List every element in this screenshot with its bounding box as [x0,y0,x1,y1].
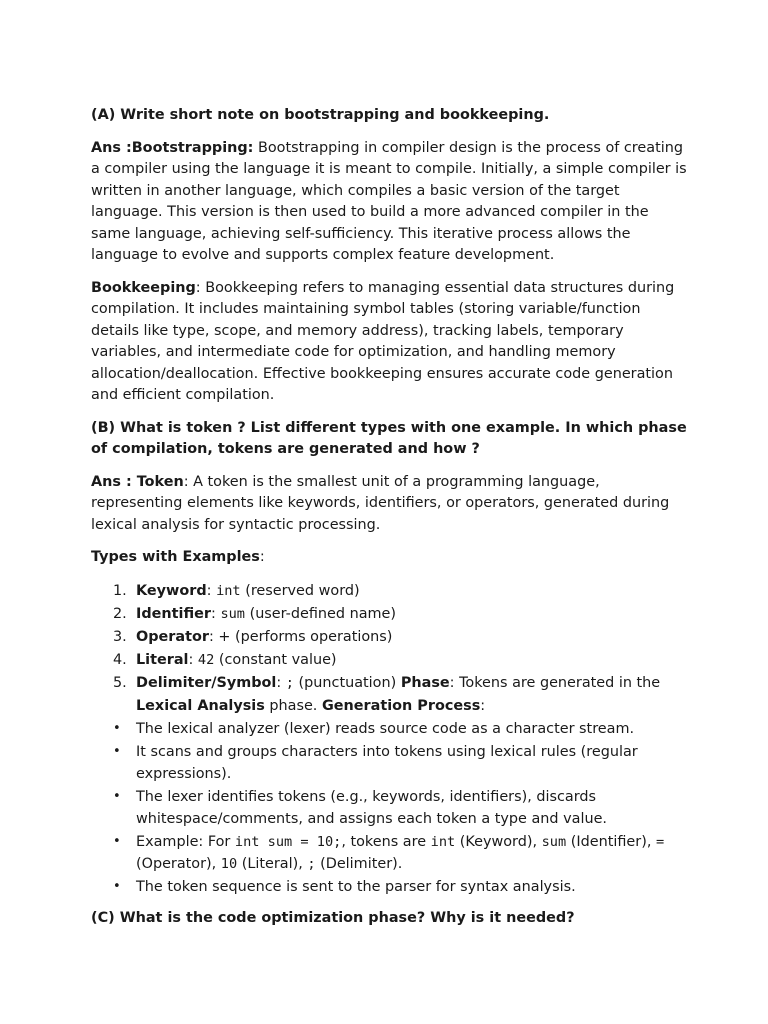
bullet-icon: • [113,878,121,894]
question-b: (B) What is token ? List different types with one example. In which phase of compilation, tokens are generated and how ? [91,419,687,457]
list-item: 2. Identifier: sum (user-defined name) [113,605,397,622]
bullet-icon: • [113,720,121,736]
list-item: 1. Keyword: int (reserved word) [113,582,360,599]
generation-process-list [91,718,691,898]
bullet-icon: • [113,833,121,849]
bullet-icon: • [113,743,121,759]
question-a: (A) Write short note on bootstrapping and bookkeeping. [91,107,550,123]
list-item: 3. Operator: + (performs operations) [113,628,393,645]
list-item: • Example: For int sum = 10;, tokens are int (Keyword), sum (Identifier), = (Operator), 10 (Literal), ; (Delimiter). [91,831,691,875]
bookkeeping-text: : Bookkeeping refers to managing essential data structures during compilation. It includes maintaining symbol tables (storing variable/function details like type, scope, and memory address), tracking labels, temporary variables, and intermediate code for optimization, and handling memory allocation/deallocation. Effective bookkeeping ensures accurate code generation and efficient compilation. [91,279,675,403]
question-c: (C) What is the code optimization phase? Why is it needed? [91,909,575,926]
token-label: Ans : Token [91,473,184,490]
types-heading: Types with Examples: [91,549,265,565]
list-item: • The lexical analyzer (lexer) reads source code as a character stream. [91,718,691,740]
bookkeeping-paragraph [91,278,691,407]
token-text: : A token is the smallest unit of a programming language, representing elements like keywords, identifiers, or operators, generated during lexical analysis for syntactic processing. [91,473,670,533]
list-item: 5. Delimiter/Symbol: ; (punctuation) Phase: Tokens are generated in the Lexical Analysis phase. Generation Process: [113,674,661,714]
token-answer-paragraph [91,472,691,537]
bootstrapping-paragraph [91,138,691,267]
bootstrapping-label: Ans :Bootstrapping: [91,139,254,156]
token-types-list [91,580,691,718]
document-page [91,105,691,940]
list-item: • The lexer identifies tokens (e.g., keywords, identifiers), discards whitespace/comments, and assigns each token a type and value. [91,786,691,830]
bootstrapping-text: Bootstrapping in compiler design is the process of creating a compiler using the language it is meant to compile. Initially, a simple compiler is written in another language, which compiles a basic version of the target language. This version is then used to build a more advanced compiler in the same language, achieving self-sufficiency. This iterative process allows the language to evolve and supports complex feature development. [91,139,687,263]
bullet-icon: • [113,788,121,804]
list-item: • It scans and groups characters into tokens using lexical rules (regular expressions). [91,741,691,785]
list-item: 4. Literal: 42 (constant value) [113,651,337,668]
bookkeeping-label: Bookkeeping [91,279,196,296]
list-item: • The token sequence is sent to the parser for syntax analysis. [91,876,691,898]
